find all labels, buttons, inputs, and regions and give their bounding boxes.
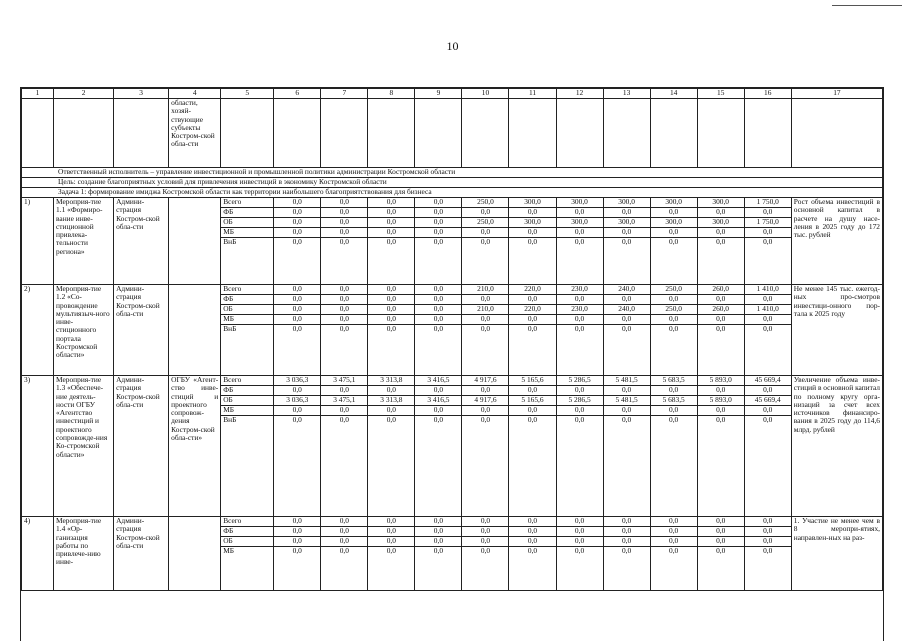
funding-value-cell: 3 036,3 bbox=[274, 396, 321, 406]
continuation-empty-cell bbox=[114, 99, 169, 168]
funding-value-cell: 0,0 bbox=[650, 527, 697, 537]
funding-source-label: ВнБ bbox=[221, 325, 274, 376]
funding-value-cell: 0,0 bbox=[368, 547, 415, 591]
funding-value-cell: 0,0 bbox=[509, 238, 556, 285]
funding-value-cell: 0,0 bbox=[744, 537, 791, 547]
funding-value-cell: 1 410,0 bbox=[744, 305, 791, 315]
funding-value-cell: 0,0 bbox=[697, 386, 744, 396]
funding-value-cell: 0,0 bbox=[368, 228, 415, 238]
program-activities-table bbox=[21, 88, 883, 591]
continuation-empty-cell bbox=[54, 99, 114, 168]
funding-value-cell: 0,0 bbox=[462, 238, 509, 285]
funding-value-cell: 0,0 bbox=[744, 208, 791, 218]
funding-value-cell: 0,0 bbox=[603, 537, 650, 547]
funding-value-cell: 0,0 bbox=[368, 285, 415, 295]
funding-value-cell: 250,0 bbox=[650, 305, 697, 315]
funding-value-cell: 300,0 bbox=[556, 218, 603, 228]
funding-value-cell: 3 416,5 bbox=[415, 376, 462, 386]
continuation-empty-cell bbox=[556, 99, 603, 168]
continuation-empty-cell bbox=[274, 99, 321, 168]
activity-number: 2) bbox=[22, 285, 54, 376]
funding-source-label: Всего bbox=[221, 376, 274, 386]
funding-value-cell: 5 683,5 bbox=[650, 376, 697, 386]
funding-value-cell: 0,0 bbox=[321, 416, 368, 517]
funding-value-cell: 0,0 bbox=[462, 416, 509, 517]
funding-value-cell: 5 286,5 bbox=[556, 376, 603, 386]
funding-value-cell: 300,0 bbox=[697, 218, 744, 228]
activity-expected-result: Не менее 145 тыс. ежегод-ных про-смотров инвестици-онного пор-тала к 2025 году bbox=[791, 285, 882, 376]
activity-name: Мероприя-тие 1.1 «Формиро-вание инве-стиционной привлека-тельности региона» bbox=[54, 198, 114, 285]
funding-value-cell: 0,0 bbox=[368, 325, 415, 376]
funding-value-cell: 0,0 bbox=[321, 198, 368, 208]
funding-value-cell: 300,0 bbox=[603, 218, 650, 228]
funding-value-cell: 300,0 bbox=[556, 198, 603, 208]
funding-source-label: ВнБ bbox=[221, 416, 274, 517]
funding-value-cell: 0,0 bbox=[603, 547, 650, 591]
header-col-6: 6 bbox=[274, 89, 321, 99]
funding-value-cell: 0,0 bbox=[509, 406, 556, 416]
funding-value-cell: 3 475,1 bbox=[321, 376, 368, 386]
funding-value-cell: 0,0 bbox=[368, 198, 415, 208]
funding-value-cell: 0,0 bbox=[603, 228, 650, 238]
funding-value-cell: 0,0 bbox=[556, 238, 603, 285]
funding-value-cell: 210,0 bbox=[462, 285, 509, 295]
funding-value-cell: 0,0 bbox=[415, 208, 462, 218]
funding-value-cell: 0,0 bbox=[415, 198, 462, 208]
header-col-9: 9 bbox=[415, 89, 462, 99]
continuation-empty-cell bbox=[22, 99, 54, 168]
funding-value-cell: 5 165,6 bbox=[509, 376, 556, 386]
continuation-empty-cell bbox=[650, 99, 697, 168]
funding-value-cell: 0,0 bbox=[368, 527, 415, 537]
funding-value-cell: 260,0 bbox=[697, 305, 744, 315]
funding-value-cell: 0,0 bbox=[744, 416, 791, 517]
header-col-3: 3 bbox=[114, 89, 169, 99]
continuation-partner-cell: области, хозяй-ствующие субъекты Костром-ской обла-сти bbox=[169, 99, 221, 168]
funding-value-cell: 0,0 bbox=[415, 218, 462, 228]
funding-value-cell: 0,0 bbox=[462, 547, 509, 591]
activity-executor: Админи-страция Костром-ской обла-сти bbox=[114, 517, 169, 591]
funding-value-cell: 0,0 bbox=[274, 238, 321, 285]
funding-value-cell: 0,0 bbox=[274, 228, 321, 238]
funding-value-cell: 1 750,0 bbox=[744, 198, 791, 208]
funding-value-cell: 5 481,5 bbox=[603, 396, 650, 406]
funding-value-cell: 0,0 bbox=[462, 537, 509, 547]
goal-row bbox=[22, 178, 883, 188]
funding-value-cell: 0,0 bbox=[603, 406, 650, 416]
funding-value-cell: 0,0 bbox=[321, 238, 368, 285]
activity-2-row bbox=[22, 285, 883, 295]
funding-value-cell: 0,0 bbox=[368, 208, 415, 218]
funding-value-cell: 0,0 bbox=[650, 416, 697, 517]
funding-value-cell: 0,0 bbox=[650, 406, 697, 416]
funding-value-cell: 0,0 bbox=[274, 537, 321, 547]
funding-value-cell: 0,0 bbox=[274, 527, 321, 537]
activity-partner bbox=[169, 285, 221, 376]
funding-value-cell: 0,0 bbox=[321, 315, 368, 325]
funding-value-cell: 0,0 bbox=[556, 547, 603, 591]
task-row bbox=[22, 188, 883, 198]
funding-value-cell: 0,0 bbox=[556, 527, 603, 537]
funding-value-cell: 0,0 bbox=[556, 228, 603, 238]
funding-value-cell: 0,0 bbox=[697, 537, 744, 547]
funding-source-label: ОБ bbox=[221, 537, 274, 547]
program-table-sheet bbox=[20, 87, 884, 641]
continuation-empty-cell bbox=[368, 99, 415, 168]
funding-value-cell: 0,0 bbox=[462, 406, 509, 416]
header-col-16: 16 bbox=[744, 89, 791, 99]
funding-value-cell: 0,0 bbox=[415, 325, 462, 376]
funding-value-cell: 0,0 bbox=[697, 406, 744, 416]
responsible-row bbox=[22, 168, 883, 178]
funding-value-cell: 0,0 bbox=[744, 315, 791, 325]
funding-source-label: ОБ bbox=[221, 218, 274, 228]
funding-value-cell: 0,0 bbox=[744, 228, 791, 238]
funding-value-cell: 0,0 bbox=[650, 208, 697, 218]
continuation-row bbox=[22, 99, 883, 168]
funding-value-cell: 0,0 bbox=[509, 416, 556, 517]
activity-number: 4) bbox=[22, 517, 54, 591]
funding-value-cell: 0,0 bbox=[603, 527, 650, 537]
funding-value-cell: 5 683,5 bbox=[650, 396, 697, 406]
header-col-8: 8 bbox=[368, 89, 415, 99]
funding-value-cell: 0,0 bbox=[274, 285, 321, 295]
funding-value-cell: 0,0 bbox=[321, 517, 368, 527]
funding-value-cell: 0,0 bbox=[415, 537, 462, 547]
funding-value-cell: 240,0 bbox=[603, 285, 650, 295]
activity-executor: Админи-страция Костром-ской обла-сти bbox=[114, 376, 169, 517]
funding-value-cell: 0,0 bbox=[744, 527, 791, 537]
funding-value-cell: 0,0 bbox=[368, 517, 415, 527]
funding-value-cell: 0,0 bbox=[415, 386, 462, 396]
funding-value-cell: 300,0 bbox=[650, 198, 697, 208]
funding-value-cell: 0,0 bbox=[321, 285, 368, 295]
funding-value-cell: 0,0 bbox=[744, 325, 791, 376]
funding-value-cell: 0,0 bbox=[650, 517, 697, 527]
activity-expected-result: Рост объема инвестиций в основной капитал в расчете на душу насе-ления в 2025 году до 172 тыс. рублей bbox=[791, 198, 882, 285]
funding-source-label: ФБ bbox=[221, 386, 274, 396]
funding-value-cell: 0,0 bbox=[274, 198, 321, 208]
funding-value-cell: 5 165,6 bbox=[509, 396, 556, 406]
funding-value-cell: 0,0 bbox=[744, 295, 791, 305]
funding-value-cell: 0,0 bbox=[415, 228, 462, 238]
continuation-empty-cell bbox=[744, 99, 791, 168]
funding-value-cell: 0,0 bbox=[697, 416, 744, 517]
funding-value-cell: 240,0 bbox=[603, 305, 650, 315]
funding-value-cell: 0,0 bbox=[603, 325, 650, 376]
activity-executor: Админи-страция Костром-ской обла-сти bbox=[114, 285, 169, 376]
funding-value-cell: 0,0 bbox=[697, 517, 744, 527]
funding-value-cell: 0,0 bbox=[650, 315, 697, 325]
funding-value-cell: 0,0 bbox=[603, 416, 650, 517]
funding-value-cell: 5 893,0 bbox=[697, 376, 744, 386]
funding-value-cell: 300,0 bbox=[509, 198, 556, 208]
header-col-10: 10 bbox=[462, 89, 509, 99]
funding-value-cell: 0,0 bbox=[321, 218, 368, 228]
top-corner-line bbox=[832, 5, 902, 6]
funding-value-cell: 210,0 bbox=[462, 305, 509, 315]
funding-value-cell: 0,0 bbox=[697, 228, 744, 238]
funding-value-cell: 0,0 bbox=[650, 228, 697, 238]
funding-value-cell: 0,0 bbox=[274, 315, 321, 325]
funding-value-cell: 0,0 bbox=[368, 305, 415, 315]
funding-value-cell: 0,0 bbox=[274, 305, 321, 315]
funding-value-cell: 0,0 bbox=[509, 228, 556, 238]
activity-partner: ОГБУ «Агент-ство инве-стиций и проектного сопровож-дения Костром-ской обла-сти» bbox=[169, 376, 221, 517]
funding-value-cell: 0,0 bbox=[274, 406, 321, 416]
funding-value-cell: 230,0 bbox=[556, 285, 603, 295]
header-col-4: 4 bbox=[169, 89, 221, 99]
activity-expected-result: 1. Участие не менее чем в 8 меропри-ятиях, направлен-ных на раз- bbox=[791, 517, 882, 591]
funding-value-cell: 0,0 bbox=[274, 547, 321, 591]
funding-value-cell: 0,0 bbox=[603, 517, 650, 527]
funding-value-cell: 0,0 bbox=[603, 295, 650, 305]
funding-source-label: МБ bbox=[221, 547, 274, 591]
funding-value-cell: 300,0 bbox=[650, 218, 697, 228]
header-number-row bbox=[22, 89, 883, 99]
activity-name: Мероприя-тие 1.3 «Обеспече-ние деятель-ности ОГБУ «Агентство инвестиций и проектного сопровожде-ния Ко-стромской области» bbox=[54, 376, 114, 517]
funding-value-cell: 1 410,0 bbox=[744, 285, 791, 295]
funding-value-cell: 0,0 bbox=[556, 295, 603, 305]
header-col-13: 13 bbox=[603, 89, 650, 99]
funding-source-label: Всего bbox=[221, 517, 274, 527]
funding-value-cell: 0,0 bbox=[462, 325, 509, 376]
funding-value-cell: 0,0 bbox=[368, 295, 415, 305]
funding-source-label: Всего bbox=[221, 285, 274, 295]
header-col-15: 15 bbox=[697, 89, 744, 99]
funding-value-cell: 0,0 bbox=[321, 228, 368, 238]
funding-value-cell: 0,0 bbox=[415, 517, 462, 527]
funding-value-cell: 0,0 bbox=[321, 325, 368, 376]
funding-source-label: ФБ bbox=[221, 208, 274, 218]
funding-source-label: ОБ bbox=[221, 396, 274, 406]
funding-value-cell: 0,0 bbox=[509, 537, 556, 547]
header-col-17: 17 bbox=[791, 89, 882, 99]
funding-value-cell: 3 416,5 bbox=[415, 396, 462, 406]
funding-value-cell: 0,0 bbox=[556, 416, 603, 517]
funding-value-cell: 0,0 bbox=[321, 305, 368, 315]
funding-value-cell: 45 669,4 bbox=[744, 376, 791, 386]
funding-value-cell: 45 669,4 bbox=[744, 396, 791, 406]
funding-source-label: МБ bbox=[221, 315, 274, 325]
funding-value-cell: 0,0 bbox=[509, 208, 556, 218]
activity-name: Мероприя-тие 1.4 «Ор-ганизация работы по привлече-нию инве- bbox=[54, 517, 114, 591]
funding-value-cell: 0,0 bbox=[509, 527, 556, 537]
task-text: Задача 1: формирование имиджа Костромской области как территории наибольшего благоприятствования для бизнеса bbox=[22, 188, 883, 198]
funding-value-cell: 0,0 bbox=[274, 218, 321, 228]
funding-value-cell: 0,0 bbox=[744, 547, 791, 591]
funding-value-cell: 5 893,0 bbox=[697, 396, 744, 406]
funding-value-cell: 3 475,1 bbox=[321, 396, 368, 406]
funding-value-cell: 0,0 bbox=[509, 547, 556, 591]
funding-value-cell: 0,0 bbox=[603, 208, 650, 218]
funding-value-cell: 5 286,5 bbox=[556, 396, 603, 406]
funding-value-cell: 0,0 bbox=[650, 238, 697, 285]
funding-value-cell: 0,0 bbox=[650, 537, 697, 547]
activity-number: 1) bbox=[22, 198, 54, 285]
funding-value-cell: 0,0 bbox=[274, 416, 321, 517]
activity-4-row bbox=[22, 517, 883, 527]
responsible-text: Ответственный исполнитель – управление инвестиционной и промышленной политики администрации Костромской области bbox=[22, 168, 883, 178]
funding-value-cell: 0,0 bbox=[556, 325, 603, 376]
funding-value-cell: 0,0 bbox=[415, 238, 462, 285]
continuation-empty-cell bbox=[603, 99, 650, 168]
funding-value-cell: 300,0 bbox=[603, 198, 650, 208]
continuation-empty-cell bbox=[462, 99, 509, 168]
activity-expected-result: Увеличение объема инве-стиций в основной капитал по полному кругу орга-низаций за счет всех источников финансиро-вания в 2025 году до 114,6 млрд. рублей bbox=[791, 376, 882, 517]
continuation-empty-cell bbox=[791, 99, 882, 168]
funding-value-cell: 0,0 bbox=[368, 386, 415, 396]
funding-value-cell: 0,0 bbox=[744, 517, 791, 527]
funding-value-cell: 0,0 bbox=[321, 547, 368, 591]
funding-value-cell: 230,0 bbox=[556, 305, 603, 315]
funding-value-cell: 0,0 bbox=[556, 406, 603, 416]
funding-value-cell: 0,0 bbox=[321, 406, 368, 416]
funding-value-cell: 0,0 bbox=[274, 208, 321, 218]
activity-partner bbox=[169, 198, 221, 285]
funding-value-cell: 0,0 bbox=[462, 208, 509, 218]
funding-value-cell: 220,0 bbox=[509, 305, 556, 315]
funding-value-cell: 0,0 bbox=[509, 517, 556, 527]
header-col-14: 14 bbox=[650, 89, 697, 99]
funding-value-cell: 0,0 bbox=[697, 315, 744, 325]
funding-value-cell: 260,0 bbox=[697, 285, 744, 295]
funding-value-cell: 0,0 bbox=[415, 527, 462, 537]
funding-value-cell: 0,0 bbox=[368, 406, 415, 416]
funding-value-cell: 0,0 bbox=[556, 537, 603, 547]
funding-value-cell: 0,0 bbox=[556, 386, 603, 396]
funding-value-cell: 0,0 bbox=[415, 547, 462, 591]
funding-source-label: Всего bbox=[221, 198, 274, 208]
activity-executor: Админи-страция Костром-ской обла-сти bbox=[114, 198, 169, 285]
funding-value-cell: 0,0 bbox=[697, 238, 744, 285]
funding-value-cell: 0,0 bbox=[415, 295, 462, 305]
funding-value-cell: 0,0 bbox=[744, 406, 791, 416]
funding-value-cell: 0,0 bbox=[321, 386, 368, 396]
funding-value-cell: 0,0 bbox=[603, 315, 650, 325]
funding-value-cell: 0,0 bbox=[697, 527, 744, 537]
funding-value-cell: 0,0 bbox=[697, 325, 744, 376]
funding-value-cell: 0,0 bbox=[462, 527, 509, 537]
funding-value-cell: 0,0 bbox=[603, 238, 650, 285]
funding-value-cell: 0,0 bbox=[556, 517, 603, 527]
funding-value-cell: 0,0 bbox=[368, 537, 415, 547]
funding-value-cell: 0,0 bbox=[415, 315, 462, 325]
funding-value-cell: 0,0 bbox=[368, 416, 415, 517]
funding-value-cell: 0,0 bbox=[274, 517, 321, 527]
funding-value-cell: 0,0 bbox=[462, 517, 509, 527]
funding-value-cell: 0,0 bbox=[415, 285, 462, 295]
funding-value-cell: 0,0 bbox=[274, 386, 321, 396]
continuation-empty-cell bbox=[221, 99, 274, 168]
funding-source-label: ФБ bbox=[221, 295, 274, 305]
funding-value-cell: 0,0 bbox=[509, 386, 556, 396]
header-col-2: 2 bbox=[54, 89, 114, 99]
funding-source-label: МБ bbox=[221, 228, 274, 238]
funding-value-cell: 0,0 bbox=[697, 208, 744, 218]
header-col-12: 12 bbox=[556, 89, 603, 99]
funding-value-cell: 220,0 bbox=[509, 285, 556, 295]
funding-value-cell: 3 313,8 bbox=[368, 396, 415, 406]
funding-source-label: ФБ bbox=[221, 527, 274, 537]
funding-value-cell: 300,0 bbox=[697, 198, 744, 208]
funding-value-cell: 0,0 bbox=[462, 315, 509, 325]
funding-value-cell: 300,0 bbox=[509, 218, 556, 228]
funding-value-cell: 0,0 bbox=[321, 537, 368, 547]
continuation-empty-cell bbox=[415, 99, 462, 168]
funding-source-label: МБ bbox=[221, 406, 274, 416]
header-col-7: 7 bbox=[321, 89, 368, 99]
funding-value-cell: 0,0 bbox=[462, 295, 509, 305]
funding-value-cell: 0,0 bbox=[274, 325, 321, 376]
funding-value-cell: 250,0 bbox=[462, 198, 509, 208]
activity-1-row bbox=[22, 198, 883, 208]
funding-value-cell: 0,0 bbox=[462, 228, 509, 238]
page-number: 10 bbox=[446, 39, 459, 53]
funding-value-cell: 0,0 bbox=[697, 295, 744, 305]
goal-text: Цель: создание благоприятных условий для привлечения инвестиций в экономику Костромской области bbox=[22, 178, 883, 188]
activity-partner bbox=[169, 517, 221, 591]
continuation-empty-cell bbox=[321, 99, 368, 168]
funding-value-cell: 4 917,6 bbox=[462, 396, 509, 406]
funding-value-cell: 0,0 bbox=[415, 416, 462, 517]
funding-value-cell: 0,0 bbox=[321, 295, 368, 305]
continuation-empty-cell bbox=[697, 99, 744, 168]
funding-value-cell: 0,0 bbox=[321, 527, 368, 537]
activity-number: 3) bbox=[22, 376, 54, 517]
funding-value-cell: 0,0 bbox=[697, 547, 744, 591]
funding-value-cell: 0,0 bbox=[650, 295, 697, 305]
header-col-5: 5 bbox=[221, 89, 274, 99]
funding-value-cell: 0,0 bbox=[650, 547, 697, 591]
funding-source-label: ВнБ bbox=[221, 238, 274, 285]
funding-value-cell: 3 313,8 bbox=[368, 376, 415, 386]
funding-value-cell: 0,0 bbox=[744, 386, 791, 396]
funding-value-cell: 3 036,3 bbox=[274, 376, 321, 386]
funding-value-cell: 0,0 bbox=[368, 238, 415, 285]
funding-value-cell: 0,0 bbox=[368, 315, 415, 325]
continuation-empty-cell bbox=[509, 99, 556, 168]
funding-value-cell: 0,0 bbox=[415, 406, 462, 416]
funding-value-cell: 0,0 bbox=[556, 208, 603, 218]
funding-value-cell: 1 750,0 bbox=[744, 218, 791, 228]
funding-value-cell: 0,0 bbox=[744, 238, 791, 285]
header-col-1: 1 bbox=[22, 89, 54, 99]
funding-value-cell: 0,0 bbox=[509, 315, 556, 325]
funding-value-cell: 250,0 bbox=[462, 218, 509, 228]
funding-value-cell: 0,0 bbox=[462, 386, 509, 396]
funding-value-cell: 250,0 bbox=[650, 285, 697, 295]
activity-name: Мероприя-тие 1.2 «Со-провождение мультиязыч-ного инве-стиционного портала Костромской области» bbox=[54, 285, 114, 376]
funding-value-cell: 0,0 bbox=[274, 295, 321, 305]
funding-value-cell: 0,0 bbox=[509, 325, 556, 376]
funding-value-cell: 0,0 bbox=[415, 305, 462, 315]
funding-value-cell: 0,0 bbox=[321, 208, 368, 218]
header-col-11: 11 bbox=[509, 89, 556, 99]
funding-value-cell: 0,0 bbox=[368, 218, 415, 228]
funding-value-cell: 5 481,5 bbox=[603, 376, 650, 386]
funding-source-label: ОБ bbox=[221, 305, 274, 315]
funding-value-cell: 0,0 bbox=[556, 315, 603, 325]
funding-value-cell: 0,0 bbox=[603, 386, 650, 396]
funding-value-cell: 4 917,6 bbox=[462, 376, 509, 386]
funding-value-cell: 0,0 bbox=[650, 325, 697, 376]
activity-3-row bbox=[22, 376, 883, 386]
funding-value-cell: 0,0 bbox=[650, 386, 697, 396]
funding-value-cell: 0,0 bbox=[509, 295, 556, 305]
